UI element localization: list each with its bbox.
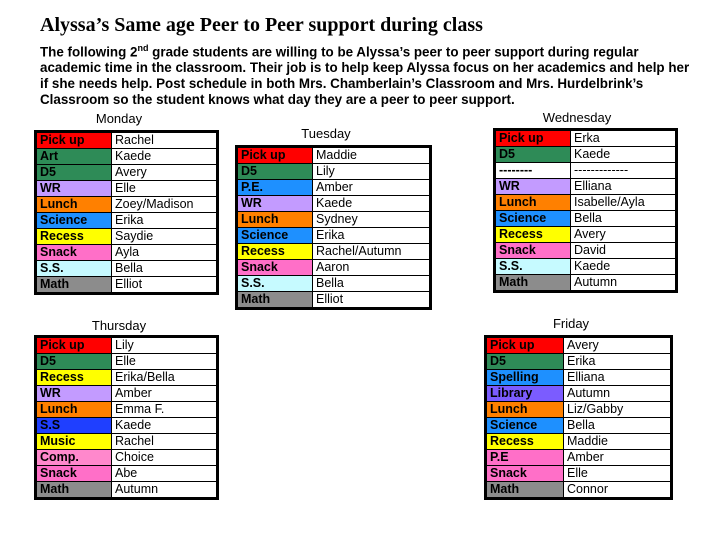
subject-cell: Snack — [486, 466, 564, 482]
monday-row-lunch — [36, 197, 218, 213]
tuesday-row-lunch — [237, 212, 431, 228]
tuesday-row-p-e — [237, 180, 431, 196]
subject-cell: P.E. — [237, 180, 313, 196]
subject-cell: Snack — [495, 243, 571, 259]
intro-paragraph — [40, 40, 700, 108]
subject-cell: Spelling — [486, 370, 564, 386]
page-title: Alyssa’s Same age Peer to Peer support during class — [40, 14, 483, 36]
wednesday-row-wr — [495, 179, 677, 195]
student-cell: Liz/Gabby — [564, 402, 672, 418]
student-cell: Elle — [112, 181, 218, 197]
thursday-row-s-s — [36, 418, 218, 434]
student-cell: Kaede — [313, 196, 431, 212]
tuesday-row-snack — [237, 260, 431, 276]
subject-cell: Recess — [36, 370, 112, 386]
subject-cell: WR — [36, 181, 112, 197]
subject-cell: Recess — [237, 244, 313, 260]
tuesday-schedule-table — [235, 145, 432, 310]
tuesday-row-s-s — [237, 276, 431, 292]
subject-cell: Lunch — [486, 402, 564, 418]
monday-row-s-s — [36, 261, 218, 277]
thursday-row-comp — [36, 450, 218, 466]
subject-cell: Art — [36, 149, 112, 165]
monday-row-art — [36, 149, 218, 165]
student-cell: Elliana — [571, 179, 677, 195]
student-cell: Erika/Bella — [112, 370, 218, 386]
thursday-heading: Thursday — [91, 318, 147, 333]
wednesday-row-recess — [495, 227, 677, 243]
thursday-row-wr — [36, 386, 218, 402]
student-cell: Isabelle/Ayla — [571, 195, 677, 211]
student-cell: Connor — [564, 482, 672, 499]
student-cell: Kaede — [112, 418, 218, 434]
wednesday-row-s-s — [495, 259, 677, 275]
friday-row-p-e — [486, 450, 672, 466]
friday-row-snack — [486, 466, 672, 482]
monday-row-pick-up — [36, 132, 218, 149]
subject-cell: Recess — [486, 434, 564, 450]
subject-cell: Math — [495, 275, 571, 292]
wednesday-heading: Wednesday — [542, 110, 612, 125]
subject-cell: D5 — [36, 165, 112, 181]
student-cell: Abe — [112, 466, 218, 482]
subject-cell: Pick up — [495, 130, 571, 147]
student-cell: Rachel — [112, 132, 218, 149]
student-cell: Autumn — [564, 386, 672, 402]
student-cell: Bella — [571, 211, 677, 227]
intro-superscript: nd — [137, 43, 149, 53]
tuesday-row-pick-up — [237, 147, 431, 164]
subject-cell: S.S. — [36, 261, 112, 277]
student-cell: Elliana — [564, 370, 672, 386]
friday-row-spelling — [486, 370, 672, 386]
student-cell: Emma F. — [112, 402, 218, 418]
subject-cell: Pick up — [237, 147, 313, 164]
friday-schedule-table — [484, 335, 673, 500]
student-cell: Elle — [564, 466, 672, 482]
subject-cell: Pick up — [36, 337, 112, 354]
wednesday-row-science — [495, 211, 677, 227]
student-cell: Kaede — [571, 259, 677, 275]
subject-cell: S.S. — [237, 276, 313, 292]
friday-row-lunch — [486, 402, 672, 418]
subject-cell: Science — [237, 228, 313, 244]
student-cell: Kaede — [112, 149, 218, 165]
student-cell: Erika — [112, 213, 218, 229]
wednesday-row-pick-up — [495, 130, 677, 147]
monday-row-recess — [36, 229, 218, 245]
student-cell: Avery — [112, 165, 218, 181]
monday-row-science — [36, 213, 218, 229]
wednesday-row-math — [495, 275, 677, 292]
student-cell: Bella — [564, 418, 672, 434]
intro-text-start: The following 2 — [40, 44, 138, 60]
student-cell: Sydney — [313, 212, 431, 228]
student-cell: Rachel — [112, 434, 218, 450]
tuesday-row-d5 — [237, 164, 431, 180]
tuesday-row-science — [237, 228, 431, 244]
wednesday-schedule-table — [493, 128, 678, 293]
student-cell: Erika — [313, 228, 431, 244]
student-cell: Avery — [571, 227, 677, 243]
student-cell: Ayla — [112, 245, 218, 261]
subject-cell: Lunch — [237, 212, 313, 228]
student-cell: Lily — [112, 337, 218, 354]
student-cell: Choice — [112, 450, 218, 466]
subject-cell: Lunch — [495, 195, 571, 211]
wednesday-row-d5 — [495, 147, 677, 163]
thursday-row-lunch — [36, 402, 218, 418]
student-cell: Autumn — [112, 482, 218, 499]
subject-cell: Comp. — [36, 450, 112, 466]
student-cell: Erka — [571, 130, 677, 147]
subject-cell: Recess — [36, 229, 112, 245]
student-cell: Amber — [564, 450, 672, 466]
thursday-schedule-table — [34, 335, 219, 500]
thursday-row-d5 — [36, 354, 218, 370]
thursday-row-pick-up — [36, 337, 218, 354]
subject-cell: Lunch — [36, 197, 112, 213]
wednesday-row-snack — [495, 243, 677, 259]
student-cell: Rachel/Autumn — [313, 244, 431, 260]
friday-row-math — [486, 482, 672, 499]
subject-cell: D5 — [486, 354, 564, 370]
student-cell: Amber — [112, 386, 218, 402]
friday-row-science — [486, 418, 672, 434]
subject-cell: Pick up — [36, 132, 112, 149]
friday-row-library — [486, 386, 672, 402]
friday-row-recess — [486, 434, 672, 450]
subject-cell: Science — [486, 418, 564, 434]
student-cell: Bella — [313, 276, 431, 292]
subject-cell: Pick up — [486, 337, 564, 354]
monday-schedule-table — [34, 130, 219, 295]
student-cell: Zoey/Madison — [112, 197, 218, 213]
subject-cell: Snack — [36, 466, 112, 482]
subject-cell: S.S — [36, 418, 112, 434]
subject-cell: D5 — [237, 164, 313, 180]
wednesday-row-lunch — [495, 195, 677, 211]
student-cell: Maddie — [313, 147, 431, 164]
friday-heading: Friday — [552, 316, 590, 331]
student-cell: Elle — [112, 354, 218, 370]
thursday-row-music — [36, 434, 218, 450]
subject-cell: Math — [36, 482, 112, 499]
subject-cell: Snack — [237, 260, 313, 276]
subject-cell: WR — [237, 196, 313, 212]
thursday-row-recess — [36, 370, 218, 386]
student-cell: Saydie — [112, 229, 218, 245]
subject-cell: -------- — [495, 163, 571, 179]
subject-cell: Music — [36, 434, 112, 450]
intro-text-rest: grade students are willing to be Alyssa’s peer to peer support during regular academic time in the classroom. Their job is to help keep Alyssa focus on her academics and help her if she needs help. Post schedule in both Mrs. Chamberlain’s Classroom and Mrs. Hurdelbrink’s Classroom so the student knows what day they are a peer to peer support. — [40, 44, 690, 108]
subject-cell: Math — [237, 292, 313, 309]
student-cell: Autumn — [571, 275, 677, 292]
student-cell: ------------- — [571, 163, 677, 179]
friday-row-pick-up — [486, 337, 672, 354]
subject-cell: P.E — [486, 450, 564, 466]
monday-row-snack — [36, 245, 218, 261]
subject-cell: D5 — [36, 354, 112, 370]
subject-cell: Recess — [495, 227, 571, 243]
thursday-row-math — [36, 482, 218, 499]
monday-heading: Monday — [95, 111, 143, 126]
subject-cell: Library — [486, 386, 564, 402]
subject-cell: WR — [36, 386, 112, 402]
student-cell: Aaron — [313, 260, 431, 276]
subject-cell: Science — [36, 213, 112, 229]
student-cell: Amber — [313, 180, 431, 196]
friday-row-d5 — [486, 354, 672, 370]
monday-row-d5 — [36, 165, 218, 181]
subject-cell: Math — [486, 482, 564, 499]
subject-cell: WR — [495, 179, 571, 195]
student-cell: Bella — [112, 261, 218, 277]
thursday-row-snack — [36, 466, 218, 482]
student-cell: Avery — [564, 337, 672, 354]
student-cell: Kaede — [571, 147, 677, 163]
student-cell: Lily — [313, 164, 431, 180]
subject-cell: S.S. — [495, 259, 571, 275]
student-cell: Maddie — [564, 434, 672, 450]
tuesday-heading: Tuesday — [301, 126, 351, 141]
student-cell: Elliot — [112, 277, 218, 294]
student-cell: Erika — [564, 354, 672, 370]
monday-row-wr — [36, 181, 218, 197]
tuesday-row-math — [237, 292, 431, 309]
tuesday-row-wr — [237, 196, 431, 212]
tuesday-row-recess — [237, 244, 431, 260]
subject-cell: D5 — [495, 147, 571, 163]
subject-cell: Lunch — [36, 402, 112, 418]
monday-row-math — [36, 277, 218, 294]
subject-cell: Science — [495, 211, 571, 227]
student-cell: David — [571, 243, 677, 259]
wednesday-row-blank — [495, 163, 677, 179]
student-cell: Elliot — [313, 292, 431, 309]
subject-cell: Snack — [36, 245, 112, 261]
subject-cell: Math — [36, 277, 112, 294]
